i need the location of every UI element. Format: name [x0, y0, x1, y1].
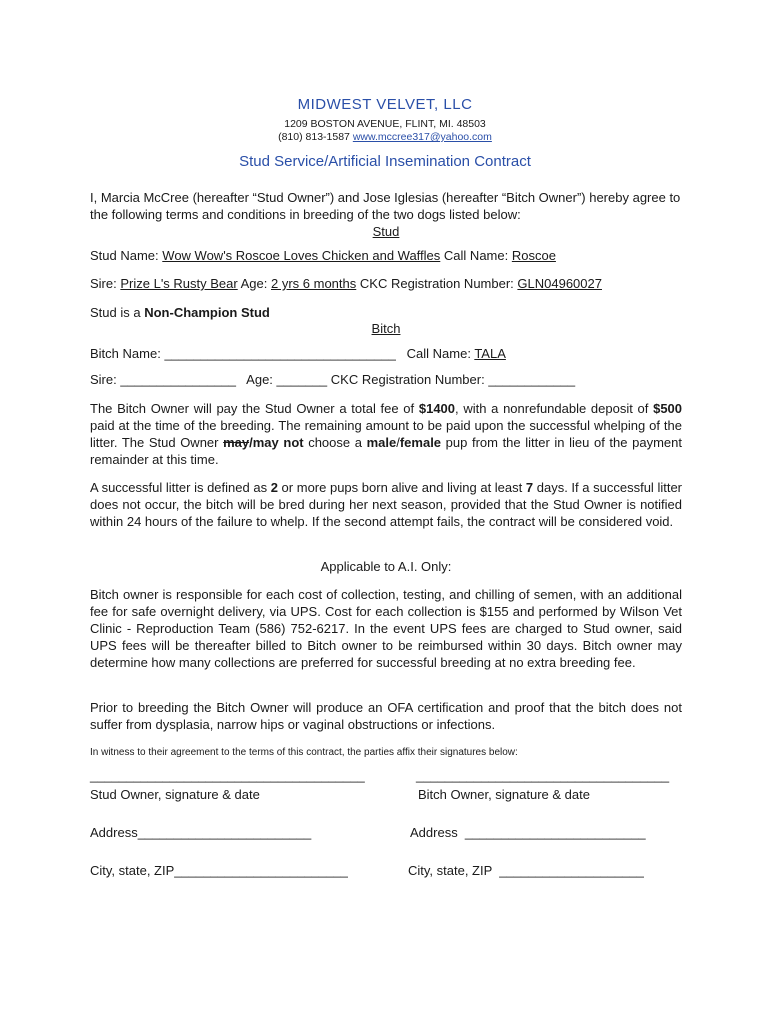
stud-signature-label: Stud Owner, signature & date — [90, 787, 260, 802]
bitch-ckc-label: CKC Registration Number: — [330, 372, 485, 387]
stud-call-label: Call Name: — [443, 248, 509, 263]
fee-text-1: The Bitch Owner will pay the Stud Owner a total fee of — [90, 401, 419, 416]
bitch-age-blank: _______ — [276, 372, 328, 387]
bitch-signature-label: Bitch Owner, signature & date — [418, 787, 590, 802]
litter-paragraph — [90, 479, 682, 530]
company-email-link[interactable]: www.mccree317@yahoo.com — [352, 131, 492, 143]
stud-name-label: Stud Name: — [90, 248, 159, 263]
bitch-sire-line — [90, 371, 682, 388]
fee-total: $1400 — [418, 401, 456, 416]
stud-heading: Stud — [372, 224, 400, 239]
company-address: 1209 BOSTON AVENUE, FLINT, MI. 48503 — [284, 118, 486, 130]
fee-may-not: may not — [252, 435, 304, 450]
fee-slash: / — [249, 435, 253, 450]
stud-ckc-value: GLN04960027 — [517, 276, 602, 291]
stud-city-field[interactable]: City, state, ZIP________________________ — [90, 863, 348, 878]
fee-text-3: paid at the time of the breeding. The remaining amount to be paid upon the successful whelping of the litter. The Stud Owner — [90, 418, 682, 450]
stud-sire-label: Sire: — [90, 276, 117, 291]
ofa-paragraph: Prior to breeding the Bitch Owner will produce an OFA certification and proof that the bitch does not suffer from dysplasia, narrow hips or vaginal obstructions or infections. — [90, 700, 682, 732]
stud-sire-value: Prize L's Rusty Bear — [120, 276, 238, 291]
fee-slash-2: / — [396, 435, 400, 450]
stud-address-field[interactable]: Address________________________ — [90, 825, 312, 840]
fee-deposit: $500 — [653, 401, 683, 416]
fee-text-4: choose a — [303, 435, 367, 450]
contract-title: Stud Service/Artificial Insemination Contract — [239, 153, 531, 170]
fee-text-2: , with a nonrefundable deposit of — [455, 401, 654, 416]
bitch-ckc-blank: ____________ — [488, 372, 576, 387]
fee-may-struck: may — [223, 435, 250, 450]
bitch-name-label: Bitch Name: — [90, 346, 161, 361]
litter-text-1: A successful litter is defined as — [90, 480, 271, 495]
witness-statement: In witness to their agreement to the terms of this contract, the parties affix their signatures below: — [90, 747, 518, 758]
stud-call-value: Roscoe — [511, 248, 556, 263]
bitch-name-line — [90, 345, 682, 362]
bitch-call-value: TALA — [474, 346, 506, 361]
stud-ckc-label: CKC Registration Number: — [359, 276, 514, 291]
bitch-name-blank: ________________________________ — [164, 346, 396, 361]
stud-status-prefix: Stud is a — [90, 305, 141, 320]
company-name: MIDWEST VELVET, LLC — [297, 96, 473, 113]
stud-status-value: Non-Champion Stud — [144, 305, 270, 320]
company-contact — [0, 131, 770, 144]
stud-age-label: Age: — [240, 276, 268, 291]
stud-age-value: 2 yrs 6 months — [271, 276, 357, 291]
ai-paragraph: Bitch owner is responsible for each cost of collection, testing, and chilling of semen, with an additional fee for safe overnight delivery, via UPS. Cost for each collection is $155 and performed by Wilson Vet Clinic - Reproduction Team (586) 752-6217. In the event UPS fees are charged to Stud owner, said UPS fees will be thereafter billed to Bitch owner to be reimbursed within 30 days. Bitch owner may determine how many collections are preferred for successful breeding at no extra breeding fee. — [90, 587, 682, 670]
stud-name-line — [90, 247, 682, 264]
bitch-sire-blank: ________________ — [120, 372, 237, 387]
stud-sire-line — [90, 275, 682, 292]
bitch-city-field[interactable]: City, state, ZIP ____________________ — [408, 863, 644, 878]
company-phone: (810) 813-1587 — [278, 131, 350, 143]
fee-male: male — [366, 435, 397, 450]
bitch-call-label: Call Name: — [406, 346, 471, 361]
company-address-block — [0, 118, 770, 144]
litter-days: 7 — [525, 480, 534, 495]
bitch-sire-label: Sire: — [90, 372, 117, 387]
bitch-signature-line[interactable]: ___________________________________ — [416, 768, 670, 783]
stud-name-value: Wow Wow's Roscoe Loves Chicken and Waffles — [162, 248, 441, 263]
bitch-age-label: Age: — [246, 372, 273, 387]
bitch-address-field[interactable]: Address _________________________ — [410, 825, 646, 840]
intro-paragraph: I, Marcia McCree (hereafter “Stud Owner”) and Jose Iglesias (hereafter “Bitch Owner”) hereby agree to the following terms and conditions in breeding of the two dogs listed below: — [90, 190, 681, 222]
stud-signature-line[interactable]: ______________________________________ — [90, 768, 365, 783]
litter-pups: 2 — [270, 480, 278, 495]
fee-paragraph — [90, 400, 682, 468]
ai-heading: Applicable to A.I. Only: — [320, 559, 452, 574]
stud-status-line — [90, 304, 682, 321]
bitch-heading: Bitch — [371, 321, 401, 336]
litter-text-2: or more pups born alive and living at least — [277, 480, 526, 495]
fee-female: female — [399, 435, 442, 450]
litter-text-3: days. If a successful litter does not occur, the bitch will be bred during her next season, provided that the Stud Owner is notified within 24 hours of the failure to whelp. If the second attempt fails, the contract will be considered void. — [90, 480, 682, 529]
fee-text-5: pup from the litter in lieu of the payment remainder at this time. — [90, 435, 682, 467]
